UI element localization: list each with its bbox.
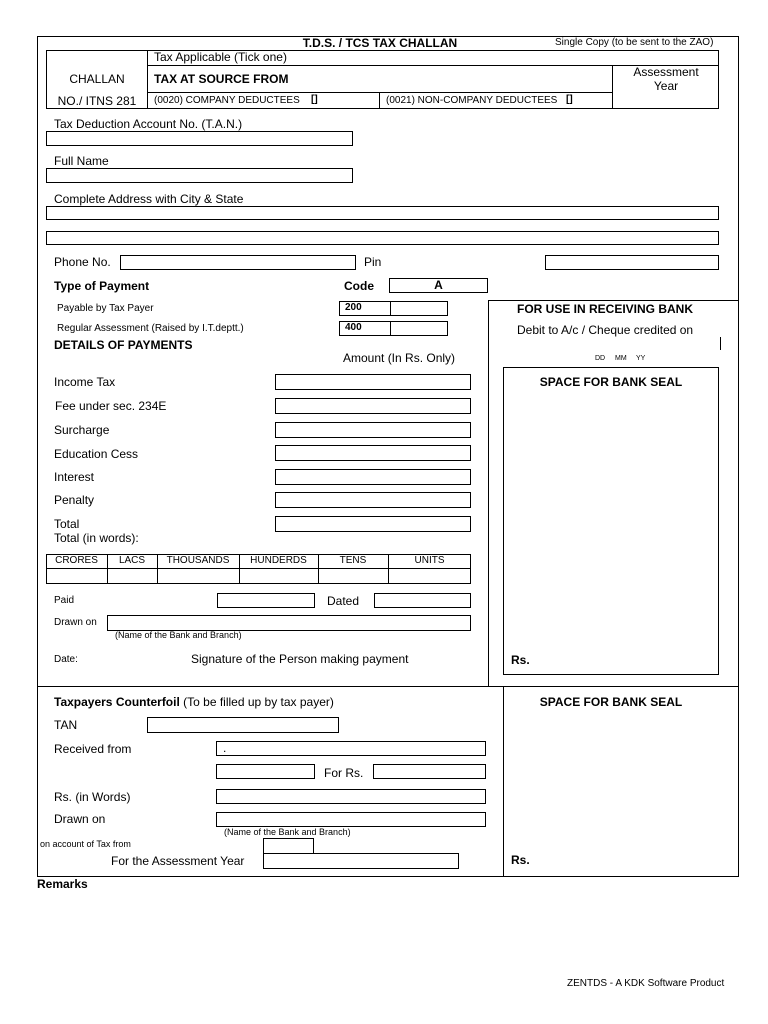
denomination-header: UNITS: [414, 555, 445, 566]
counterfoil-heading: [54, 695, 334, 709]
counterfoil-drawn-on-label: Drawn on: [54, 812, 106, 826]
counterfoil-rs-label: Rs.: [511, 853, 530, 867]
payment-item-amount[interactable]: [275, 445, 471, 461]
assessment-year-label-1: Assessment: [633, 65, 699, 79]
payment-item-label: Total: [54, 517, 80, 531]
payment-item-amount[interactable]: [275, 516, 471, 532]
pin-input[interactable]: [545, 255, 719, 270]
date-label: Date:: [54, 654, 78, 665]
date-mm: MM: [615, 355, 627, 362]
payment-item-amount[interactable]: [275, 469, 471, 485]
address-input-1[interactable]: [46, 206, 719, 220]
paid-label: Paid: [54, 595, 75, 606]
payment-row-divider: [390, 321, 391, 336]
date-dd: DD: [595, 355, 606, 362]
counterfoil-title: Taxpayers Counterfoil: [54, 695, 180, 709]
full-name-input[interactable]: [46, 168, 353, 183]
payment-row-divider: [390, 301, 391, 316]
tax-source-label: TAX AT SOURCE FROM: [154, 72, 289, 86]
payment-row-code: 200: [345, 302, 362, 313]
counterfoil-tan-input[interactable]: [147, 717, 339, 733]
bank-heading: FOR USE IN RECEIVING BANK: [517, 302, 694, 316]
challan-divider: [147, 50, 148, 109]
counterfoil-tan-label: TAN: [54, 718, 78, 732]
denomination-cell-tens[interactable]: [319, 569, 388, 583]
rs-words-label: Rs. (in Words): [54, 790, 131, 804]
paid-input[interactable]: [217, 593, 315, 608]
debit-text: Debit to A/c / Cheque credited on: [517, 323, 694, 337]
counterfoil-bank-branch-note: (Name of the Bank and Branch): [224, 827, 351, 837]
counterfoil-seal-label: SPACE FOR BANK SEAL: [539, 695, 683, 709]
payment-row-label: Regular Assessment (Raised by I.T.deptt.): [57, 323, 244, 334]
on-account-label: on account of Tax from: [40, 839, 131, 849]
payment-row-label: Payable by Tax Payer: [57, 303, 154, 314]
header-rule-mid: [147, 92, 613, 93]
dated-label: Dated: [327, 594, 360, 608]
full-name-label: Full Name: [54, 154, 109, 168]
address-label: Complete Address with City & State: [54, 192, 244, 206]
bank-section-left: [488, 300, 489, 687]
bank-rs-label: Rs.: [511, 653, 530, 667]
date-yy: YY: [636, 355, 646, 362]
drawn-on-input[interactable]: [107, 615, 471, 631]
received-from-label: Received from: [54, 742, 132, 756]
code-label: Code: [344, 279, 374, 293]
remarks-label: Remarks: [37, 877, 88, 891]
noncompany-deductees-option: (0021) NON-COMPANY DEDUCTEES: [386, 95, 558, 106]
counterfoil-amount-input[interactable]: [216, 764, 315, 779]
denomination-header: TENS: [339, 555, 367, 566]
for-rs-input[interactable]: [373, 764, 486, 779]
denomination-cell-units[interactable]: [389, 569, 470, 583]
payment-item-label: Income Tax: [54, 375, 116, 389]
on-account-input[interactable]: [263, 838, 314, 854]
deductee-divider: [379, 92, 380, 109]
phone-label: Phone No.: [54, 255, 111, 269]
tax-applicable-label: Tax Applicable (Tick one): [154, 50, 287, 64]
payment-item-amount[interactable]: [275, 422, 471, 438]
signature-label: Signature of the Person making payment: [191, 652, 409, 666]
address-input-2[interactable]: [46, 231, 719, 245]
copy-note: Single Copy (to be sent to the ZAO): [555, 37, 714, 48]
bank-section-top: [488, 300, 739, 301]
received-from-input[interactable]: .: [216, 741, 486, 756]
noncompany-checkbox[interactable]: []: [566, 94, 573, 105]
payment-row-code: 400: [345, 322, 362, 333]
payment-item-amount[interactable]: [275, 492, 471, 508]
counterfoil-divider: [37, 686, 739, 687]
bank-branch-note: (Name of the Bank and Branch): [115, 630, 242, 640]
payment-item-label: Surcharge: [54, 423, 110, 437]
dated-input[interactable]: [374, 593, 471, 608]
counterfoil-assessment-label: For the Assessment Year: [111, 854, 245, 868]
rs-words-input[interactable]: [216, 789, 486, 804]
pin-label: Pin: [364, 255, 382, 269]
company-deductees-option: (0020) COMPANY DEDUCTEES: [154, 95, 300, 106]
denomination-cell-lacs[interactable]: [108, 569, 157, 583]
payment-item-label: Fee under sec. 234E: [55, 399, 167, 413]
bank-seal-label: SPACE FOR BANK SEAL: [539, 375, 683, 389]
bank-seal-box: [503, 367, 719, 675]
software-credit: ZENTDS - A KDK Software Product: [567, 978, 725, 989]
denomination-cell-crores[interactable]: [47, 569, 107, 583]
denomination-header: CRORES: [55, 555, 98, 566]
challan-number: NO./ ITNS 281: [57, 94, 137, 108]
payment-item-label: Education Cess: [54, 447, 139, 461]
form-title: T.D.S. / TCS TAX CHALLAN: [302, 36, 458, 50]
phone-input[interactable]: [120, 255, 356, 270]
drawn-on-label: Drawn on: [54, 617, 97, 628]
for-rs-label: For Rs.: [324, 766, 364, 780]
debit-date-mark: [720, 337, 721, 350]
denomination-header: HUNDERDS: [250, 555, 307, 566]
payment-item-label: Penalty: [54, 493, 95, 507]
code-value: A: [389, 278, 488, 293]
tan-input[interactable]: [46, 131, 353, 146]
denomination-header: THOUSANDS: [166, 555, 230, 566]
counterfoil-drawn-on-input[interactable]: [216, 812, 486, 827]
denomination-cell-thousands[interactable]: [158, 569, 239, 583]
payment-item-amount[interactable]: [275, 398, 471, 414]
counterfoil-bank-divider: [503, 686, 504, 877]
amount-label: Amount (In Rs. Only): [343, 351, 456, 365]
payment-item-label: Interest: [54, 470, 95, 484]
company-checkbox[interactable]: []: [311, 94, 318, 105]
challan-label: CHALLAN: [69, 72, 125, 86]
counterfoil-assessment-input[interactable]: [263, 853, 459, 869]
assessment-year-label-2: Year: [653, 79, 679, 93]
details-heading: DETAILS OF PAYMENTS: [54, 338, 193, 352]
payment-type-heading: Type of Payment: [54, 279, 150, 293]
total-words-label: Total (in words):: [54, 531, 139, 545]
denomination-cell-hundreds[interactable]: [240, 569, 318, 583]
payment-item-amount[interactable]: [275, 374, 471, 390]
counterfoil-note: (To be filled up by tax payer): [183, 695, 334, 709]
denomination-header: LACS: [118, 555, 146, 566]
tan-label: Tax Deduction Account No. (T.A.N.): [54, 117, 243, 131]
